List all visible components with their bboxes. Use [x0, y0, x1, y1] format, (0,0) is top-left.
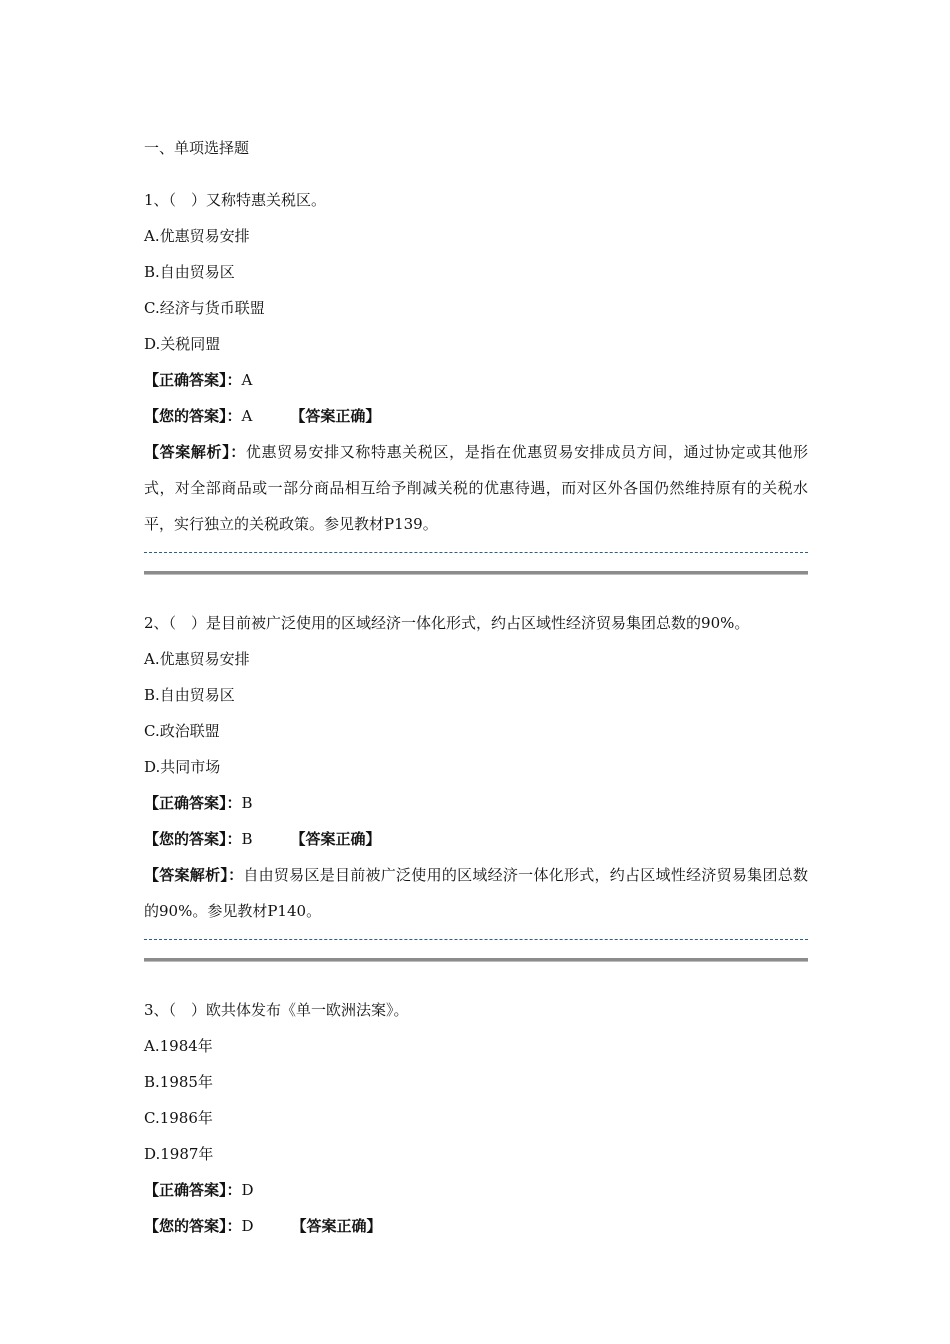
question-stem: 3、（ ）欧共体发布《单一欧洲法案》。 [144, 1001, 409, 1019]
analysis-text: 自由贸易区是目前被广泛使用的区域经济一体化形式，约占区域性经济贸易集团总数的90%。参见教材P140。 [144, 866, 808, 920]
correct-answer-value: A [241, 371, 253, 389]
analysis-label: 【答案解析】： [144, 443, 246, 461]
analysis-paragraph [144, 434, 808, 542]
option-d: D.1987年 [144, 1145, 214, 1163]
bar-separator [144, 958, 808, 962]
option-b: B.自由贸易区 [144, 263, 235, 281]
question-1 [144, 182, 808, 575]
option-c: C.经济与货币联盟 [144, 299, 265, 317]
correct-answer-row [144, 362, 808, 398]
option-d: D.关税同盟 [144, 335, 221, 353]
your-answer-value: B [241, 830, 253, 848]
correct-answer-value: D [241, 1181, 254, 1199]
analysis-label: 【答案解析】： [144, 866, 244, 884]
option-d: D.共同市场 [144, 758, 221, 776]
option-b: B.自由贸易区 [144, 686, 235, 704]
option-a: A.1984年 [144, 1037, 213, 1055]
correct-answer-label: 【正确答案】： [144, 371, 242, 389]
your-answer-label: 【您的答案】： [144, 830, 242, 848]
option-b: B.1985年 [144, 1073, 213, 1091]
analysis-paragraph [144, 857, 808, 929]
correct-answer-label: 【正确答案】： [144, 794, 242, 812]
document-page [144, 0, 808, 1244]
dashed-separator [144, 939, 808, 940]
your-answer-value: D [241, 1217, 254, 1235]
your-answer-label: 【您的答案】： [144, 407, 242, 425]
dashed-separator [144, 552, 808, 553]
correct-answer-value: B [241, 794, 253, 812]
your-answer-row [144, 821, 808, 857]
bar-separator [144, 571, 808, 575]
question-2 [144, 605, 808, 962]
section-title: 一、单项选择题 [144, 139, 250, 157]
question-3 [144, 992, 808, 1244]
option-a: A.优惠贸易安排 [144, 227, 250, 245]
your-answer-label: 【您的答案】： [144, 1217, 242, 1235]
question-stem: 1、（ ）又称特惠关税区。 [144, 191, 327, 209]
option-a: A.优惠贸易安排 [144, 650, 250, 668]
result-badge: 【答案正确】 [291, 1217, 382, 1235]
your-answer-row [144, 1208, 808, 1244]
your-answer-row [144, 398, 808, 434]
correct-answer-row [144, 785, 808, 821]
result-badge: 【答案正确】 [290, 830, 381, 848]
option-c: C.政治联盟 [144, 722, 220, 740]
option-c: C.1986年 [144, 1109, 213, 1127]
analysis-text: 优惠贸易安排又称特惠关税区，是指在优惠贸易安排成员方间，通过协定或其他形式，对全部商品或一部分商品相互给予削减关税的优惠待遇，而对区外各国仍然维持原有的关税水平，实行独立的关税政策。参见教材P139。 [144, 443, 808, 533]
correct-answer-row [144, 1172, 808, 1208]
your-answer-value: A [241, 407, 253, 425]
correct-answer-label: 【正确答案】： [144, 1181, 242, 1199]
result-badge: 【答案正确】 [290, 407, 381, 425]
question-stem: 2、（ ）是目前被广泛使用的区域经济一体化形式，约占区域性经济贸易集团总数的90%。 [144, 614, 750, 632]
